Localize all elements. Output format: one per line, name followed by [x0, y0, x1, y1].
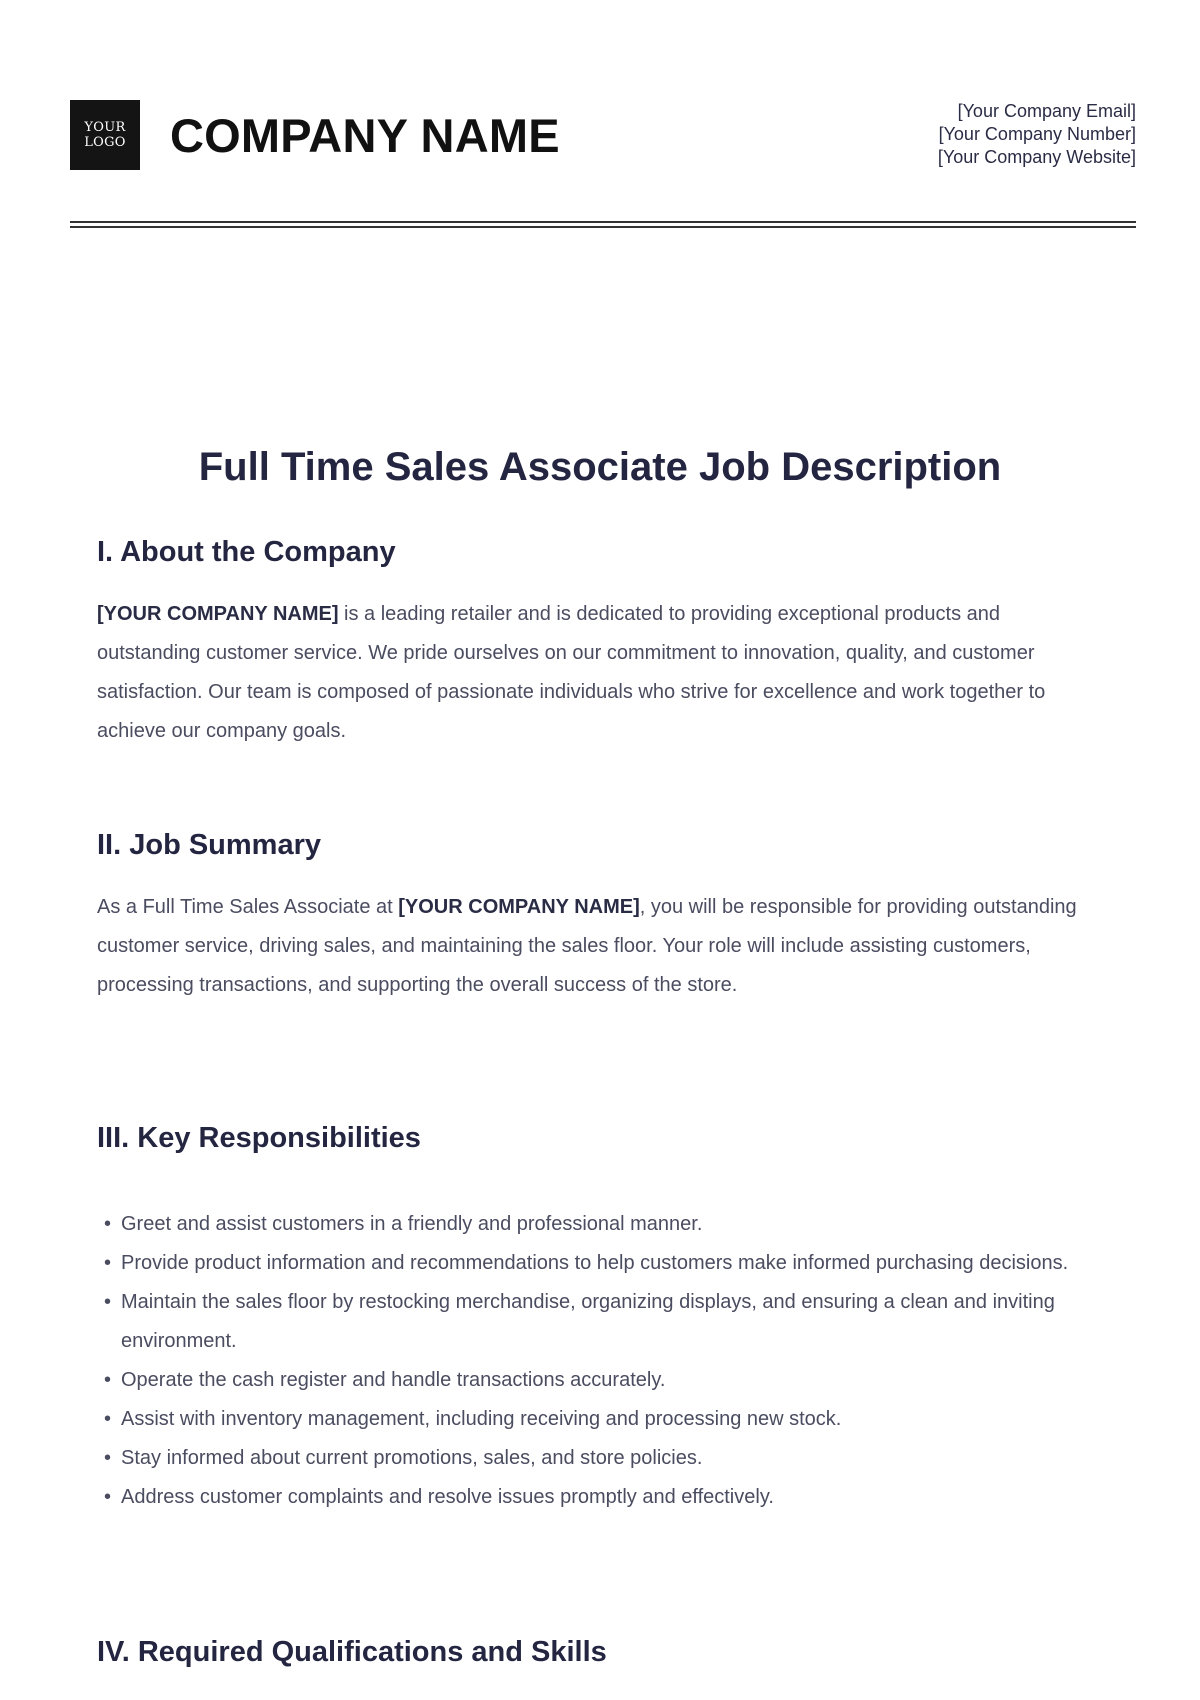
list-item: • Operate the cash register and handle transactions accurately. [104, 1361, 1104, 1400]
list-item: • Stay informed about current promotions, sales, and store policies. [104, 1439, 1104, 1478]
list-item: • Provide product information and recommendations to help customers make informed purchasing decisions. [104, 1244, 1104, 1283]
section-summary-text [97, 888, 1107, 1005]
section-qualifications-heading: IV. Required Qualifications and Skills [97, 1636, 607, 1668]
company-contact [938, 100, 1136, 169]
summary-body-start: As a Full Time Sales Associate at [97, 896, 399, 918]
company-number: [Your Company Number] [938, 124, 1136, 144]
section-summary-heading: II. Job Summary [97, 829, 322, 861]
header-divider-top [70, 221, 1136, 223]
company-logo [70, 100, 140, 170]
company-name-placeholder: [YOUR COMPANY NAME] [97, 603, 339, 625]
section-about-heading: I. About the Company [97, 536, 396, 568]
company-name-placeholder: [YOUR COMPANY NAME] [398, 896, 640, 918]
company-name: COMPANY NAME [170, 109, 560, 162]
list-item: • Address customer complaints and resolve issues promptly and effectively. [104, 1478, 1104, 1517]
company-website: [Your Company Website] [937, 147, 1136, 167]
list-item: • Greet and assist customers in a friendly and professional manner. [104, 1205, 1104, 1244]
list-item: • Maintain the sales floor by restocking merchandise, organizing displays, and ensuring a clean and inviting environment. [104, 1283, 1104, 1361]
responsibilities-list [104, 1205, 1104, 1517]
document-header [70, 100, 1136, 172]
about-body: is a leading retailer and is dedicated to providing exceptional products and outstanding customer service. We pride ourselves on our commitment to innovation, quality, and customer satisfaction. Our team is composed of passionate individuals who strive for excellence and work together to achieve our company goals. [97, 603, 1046, 742]
header-divider-bottom [70, 226, 1136, 228]
document-title: Full Time Sales Associate Job Description [198, 445, 1002, 489]
section-responsibilities-heading: III. Key Responsibilities [97, 1122, 421, 1154]
logo-line-2: LOGO [84, 135, 126, 150]
logo-line-1: YOUR [84, 120, 126, 135]
section-about-text [97, 595, 1107, 751]
list-item: • Assist with inventory management, including receiving and processing new stock. [104, 1400, 1104, 1439]
summary-body-end: , you will be responsible for providing outstanding customer service, driving sales, and maintaining the sales floor. Your role will include assisting customers, processing transactions, and supporting the overall success of the store. [97, 896, 1077, 996]
company-email: [Your Company Email] [957, 101, 1136, 121]
